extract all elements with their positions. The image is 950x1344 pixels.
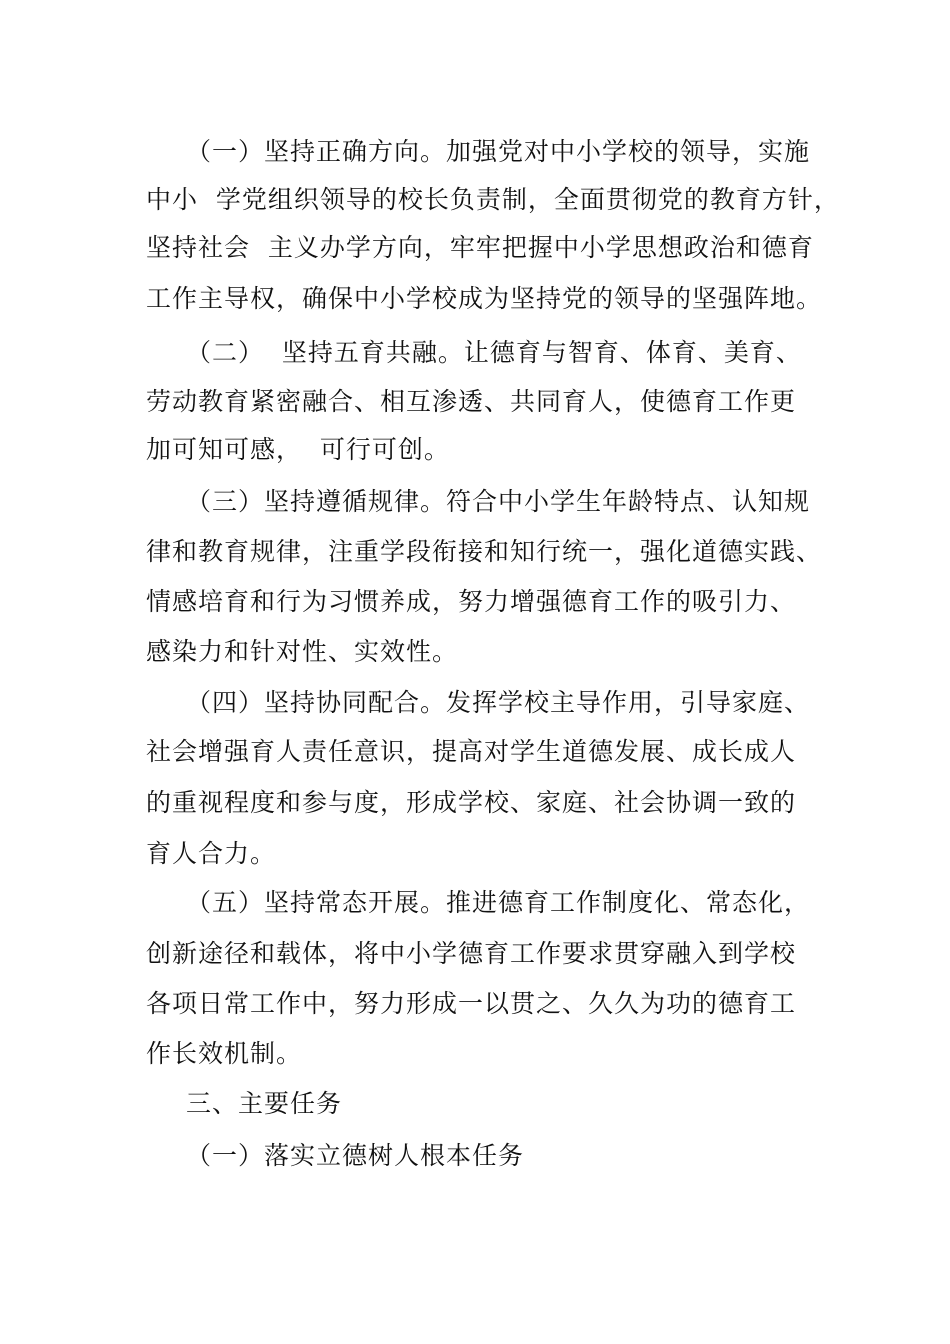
paragraph-3-line-1: （三）坚持遵循规律。符合中小学生年龄特点、认知规 bbox=[186, 487, 811, 516]
paragraph-1-line-1: （一）坚持正确方向。加强党对中小学校的领导，实施 bbox=[186, 137, 811, 166]
paragraph-2-line-3: 加可知可感， 可行可创。 bbox=[146, 435, 450, 464]
paragraph-5-line-1: （五）坚持常态开展。推进德育工作制度化、常态化， bbox=[186, 888, 811, 917]
paragraph-5-line-2: 创新途径和载体，将中小学德育工作要求贯穿融入到学校 bbox=[146, 939, 797, 968]
section-heading-main-tasks: 三、主要任务 bbox=[186, 1089, 343, 1118]
paragraph-3-line-3: 情感培育和行为习惯养成，努力增强德育工作的吸引力、 bbox=[146, 587, 797, 616]
paragraph-4-line-2: 社会增强育人责任意识，提高对学生道德发展、成长成人 bbox=[146, 737, 797, 766]
paragraph-1-line-4: 工作主导权，确保中小学校成为坚持党的领导的坚强阵地。 bbox=[146, 284, 823, 313]
paragraph-2-line-1: （二） 坚持五育共融。让德育与智育、体育、美育、 bbox=[186, 338, 802, 367]
subsection-heading-1: （一）落实立德树人根本任务 bbox=[186, 1141, 525, 1170]
paragraph-5-line-3: 各项日常工作中，努力形成一以贯之、久久为功的德育工 bbox=[146, 989, 797, 1018]
paragraph-4-line-1: （四）坚持协同配合。发挥学校主导作用，引导家庭、 bbox=[186, 688, 811, 717]
paragraph-2-line-2: 劳动教育紧密融合、相互渗透、共同育人，使德育工作更 bbox=[146, 387, 797, 416]
paragraph-1-line-2: 中小 学党组织领导的校长负责制，全面贯彻党的教育方针， bbox=[146, 185, 840, 214]
paragraph-1-line-3: 坚持社会 主义办学方向，牢牢把握中小学思想政治和德育 bbox=[146, 233, 814, 262]
paragraph-3-line-2: 律和教育规律，注重学段衔接和知行统一，强化道德实践、 bbox=[146, 537, 823, 566]
paragraph-4-line-3: 的重视程度和参与度，形成学校、家庭、社会协调一致的 bbox=[146, 788, 797, 817]
paragraph-4-line-4: 育人合力。 bbox=[146, 839, 277, 868]
paragraph-3-line-4: 感染力和针对性、实效性。 bbox=[146, 637, 459, 666]
paragraph-5-line-4: 作长效机制。 bbox=[146, 1039, 303, 1068]
